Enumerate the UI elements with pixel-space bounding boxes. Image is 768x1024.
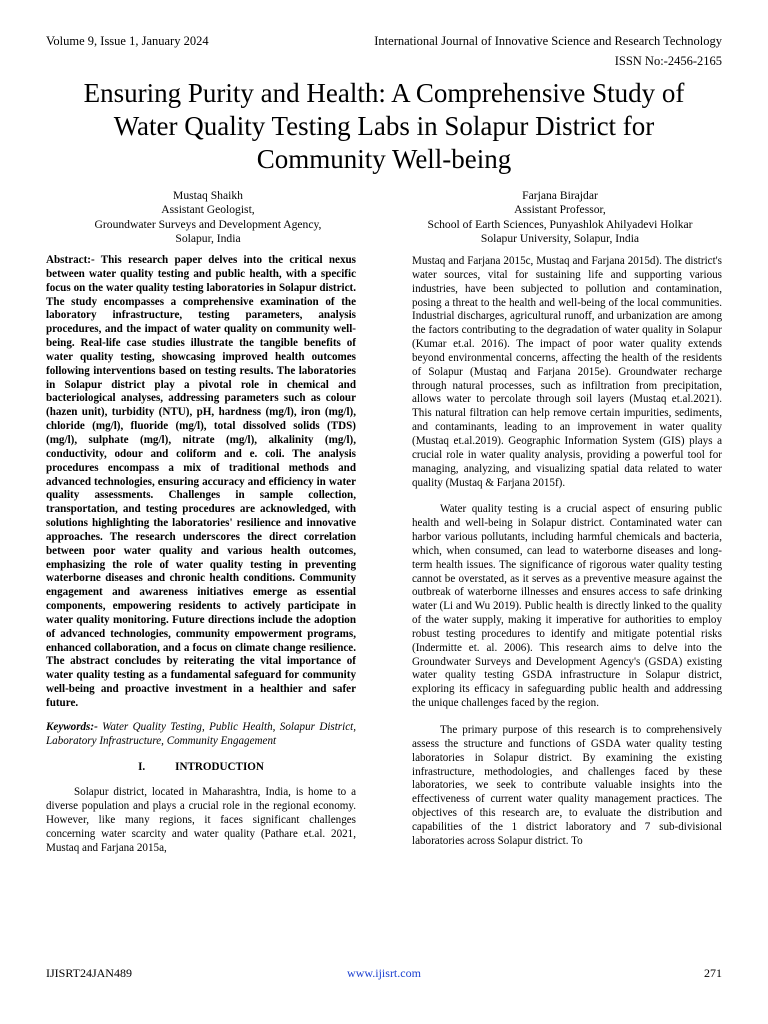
body-paragraph: Mustaq and Farjana 2015c, Mustaq and Farjana 2015d). The district's water sources, vital for sustaining life and supporting various industries, have been subjected to pollution and contamination, posing a threat to the health and well-being of the local communities. Industrial discharges, agricultural runoff, and urbanization are among the factors contributing to the degradation of water quality in Solapur (Kumar et.al. 2016). The impact of poor water quality extends beyond environmental concerns, affecting the health of the residents of Solapur (Mustaq and Farjana 2015e). Groundwater recharge through natural processes, such as infiltration from precipitation, allows water to percolate through soil layers (Mustaq et.al.2021). This natural filtration can help remove certain impurities, sediments, and contaminants, leading to an improvement in water quality (Mustaq et.al.2019). Geographic Information System (GIS) plays a crucial role in water quality analysis, providing a powerful tool for managing, analyzing, and visualizing spatial data related to water quality (Mustaq & Farjana 2015f).	[412, 255, 722, 489]
body-paragraph: The primary purpose of this research is to comprehensively assess the structure and functions of GSDA water quality testing laboratories in Solapur district. By examining the existing infrastructure, methodologies, and challenges faced by these laboratories, we seek to contribute valuable insights into the effectiveness of current water quality management practices. The objectives of this research are, to evaluate the distribution and capabilities of the 1 district laboratory and 7 sub-divisional laboratories across Solapur district. To	[412, 724, 722, 847]
keywords-text: Water Quality Testing, Public Health, Solapur District, Laboratory Infrastructure, Community Engagement	[46, 720, 356, 747]
page-number: 271	[704, 966, 722, 980]
author-role: Assistant Geologist,	[161, 203, 255, 217]
article-code: IJISRT24JAN489	[46, 966, 132, 980]
journal-name: International Journal of Innovative Science and Research Technology	[374, 34, 722, 48]
section-number: I.	[138, 760, 146, 773]
issn: ISSN No:-2456-2165	[614, 54, 722, 68]
author-location: Solapur University, Solapur, India	[480, 232, 640, 246]
author-2	[398, 189, 722, 247]
abstract: Abstract:- This research paper delves into the critical nexus between water quality testing and public health, with a specific focus on the water quality testing laboratories in Solapur district. The study encompasses a comprehensive examination of the laboratory infrastructure, testing parameters, analysis procedures, and the impact of water quality on community well-being. Real-life case studies illustrate the tangible benefits of water quality testing, showcasing improved health outcomes following interventions based on testing results. The laboratories in Solapur district play a pivotal role in chemical and bacteriological analyses, addressing parameters such as colour (hazen unit), turbidity (NTU), pH, hardness (mg/l), iron (mg/l), chloride (mg/l), fluoride (mg/l), total dissolved solids (TDS) (mg/l), sulphate (mg/l), nitrate (mg/l), alkalinity (mg/l), conductivity, odour and coliform and e. coli. The analysis procedures encompass a mix of traditional methods and advanced technologies, ensuring accuracy and efficiency in water quality assessments. Challenges in sample collection, transportation, and testing procedures are acknowledged, with solutions highlighting the laboratories' resilience and innovative approaches. The research underscores the direct correlation between poor water quality and various health outcomes, emphasizing the role of water quality testing in preventing waterborne diseases and chronic health conditions. Community engagement and awareness initiatives emerge as essential components, empowering residents to actively participate in water quality monitoring. Future directions include the adoption of advanced technologies, community empowerment programs, enhanced collaboration, and a focus on climate change resilience. The abstract concludes by reiterating the vital importance of water quality testing as a fundamental safeguard for community well-being and proactive investment in a healthier and safer future.	[46, 254, 356, 709]
left-column	[46, 254, 356, 856]
keywords	[46, 721, 356, 749]
author-location: Solapur, India	[175, 232, 241, 246]
right-column	[412, 255, 722, 849]
section-title: INTRODUCTION	[175, 760, 264, 773]
author-1	[46, 189, 370, 247]
volume-issue: Volume 9, Issue 1, January 2024	[46, 34, 209, 48]
intro-paragraph: Solapur district, located in Maharashtra, India, is home to a diverse population and plays a crucial role in the regional economy. However, like many regions, it faces significant challenges concerning water scarcity and water quality (Pathare et.al. 2021, Mustaq and Farjana 2015a,	[46, 786, 356, 854]
keywords-label: Keywords:-	[46, 720, 98, 733]
section-heading	[46, 761, 356, 775]
author-role: Assistant Professor,	[514, 203, 606, 217]
body-paragraph: Water quality testing is a crucial aspect of ensuring public health and well-being in Solapur district. Contaminated water can harbor various pollutants, including harmful chemicals and bacteria, which, when consumed, can lead to waterborne diseases and long-term health issues. The significance of rigorous water quality testing cannot be overstated, as it serves as a preventive measure against the outbreak of waterborne illnesses and ensures access to safe drinking water (Li and Wu 2019). Public health is directly linked to the quality of the water supply, making it imperative for authorities to employ robust testing procedures to identify and mitigate potential risks (Indermitte et. al. 2006). This research aims to delve into the Groundwater Surveys and Development Agency's (GSDA) existing water quality testing GSDA infrastructure in Solapur district, exploring its efficacy in safeguarding public health and addressing the unique challenges faced by the region.	[412, 503, 722, 710]
author-affiliation: School of Earth Sciences, Punyashlok Ahilyadevi Holkar	[427, 217, 693, 231]
paper-title: Ensuring Purity and Health: A Comprehensive Study of Water Quality Testing Labs in Solapur District for Community Well-being	[83, 78, 685, 174]
author-affiliation: Groundwater Surveys and Development Agency,	[94, 217, 322, 231]
author-name: Mustaq Shaikh	[173, 189, 243, 202]
website-link[interactable]: www.ijisrt.com	[347, 966, 421, 980]
author-name: Farjana Birajdar	[522, 189, 598, 202]
